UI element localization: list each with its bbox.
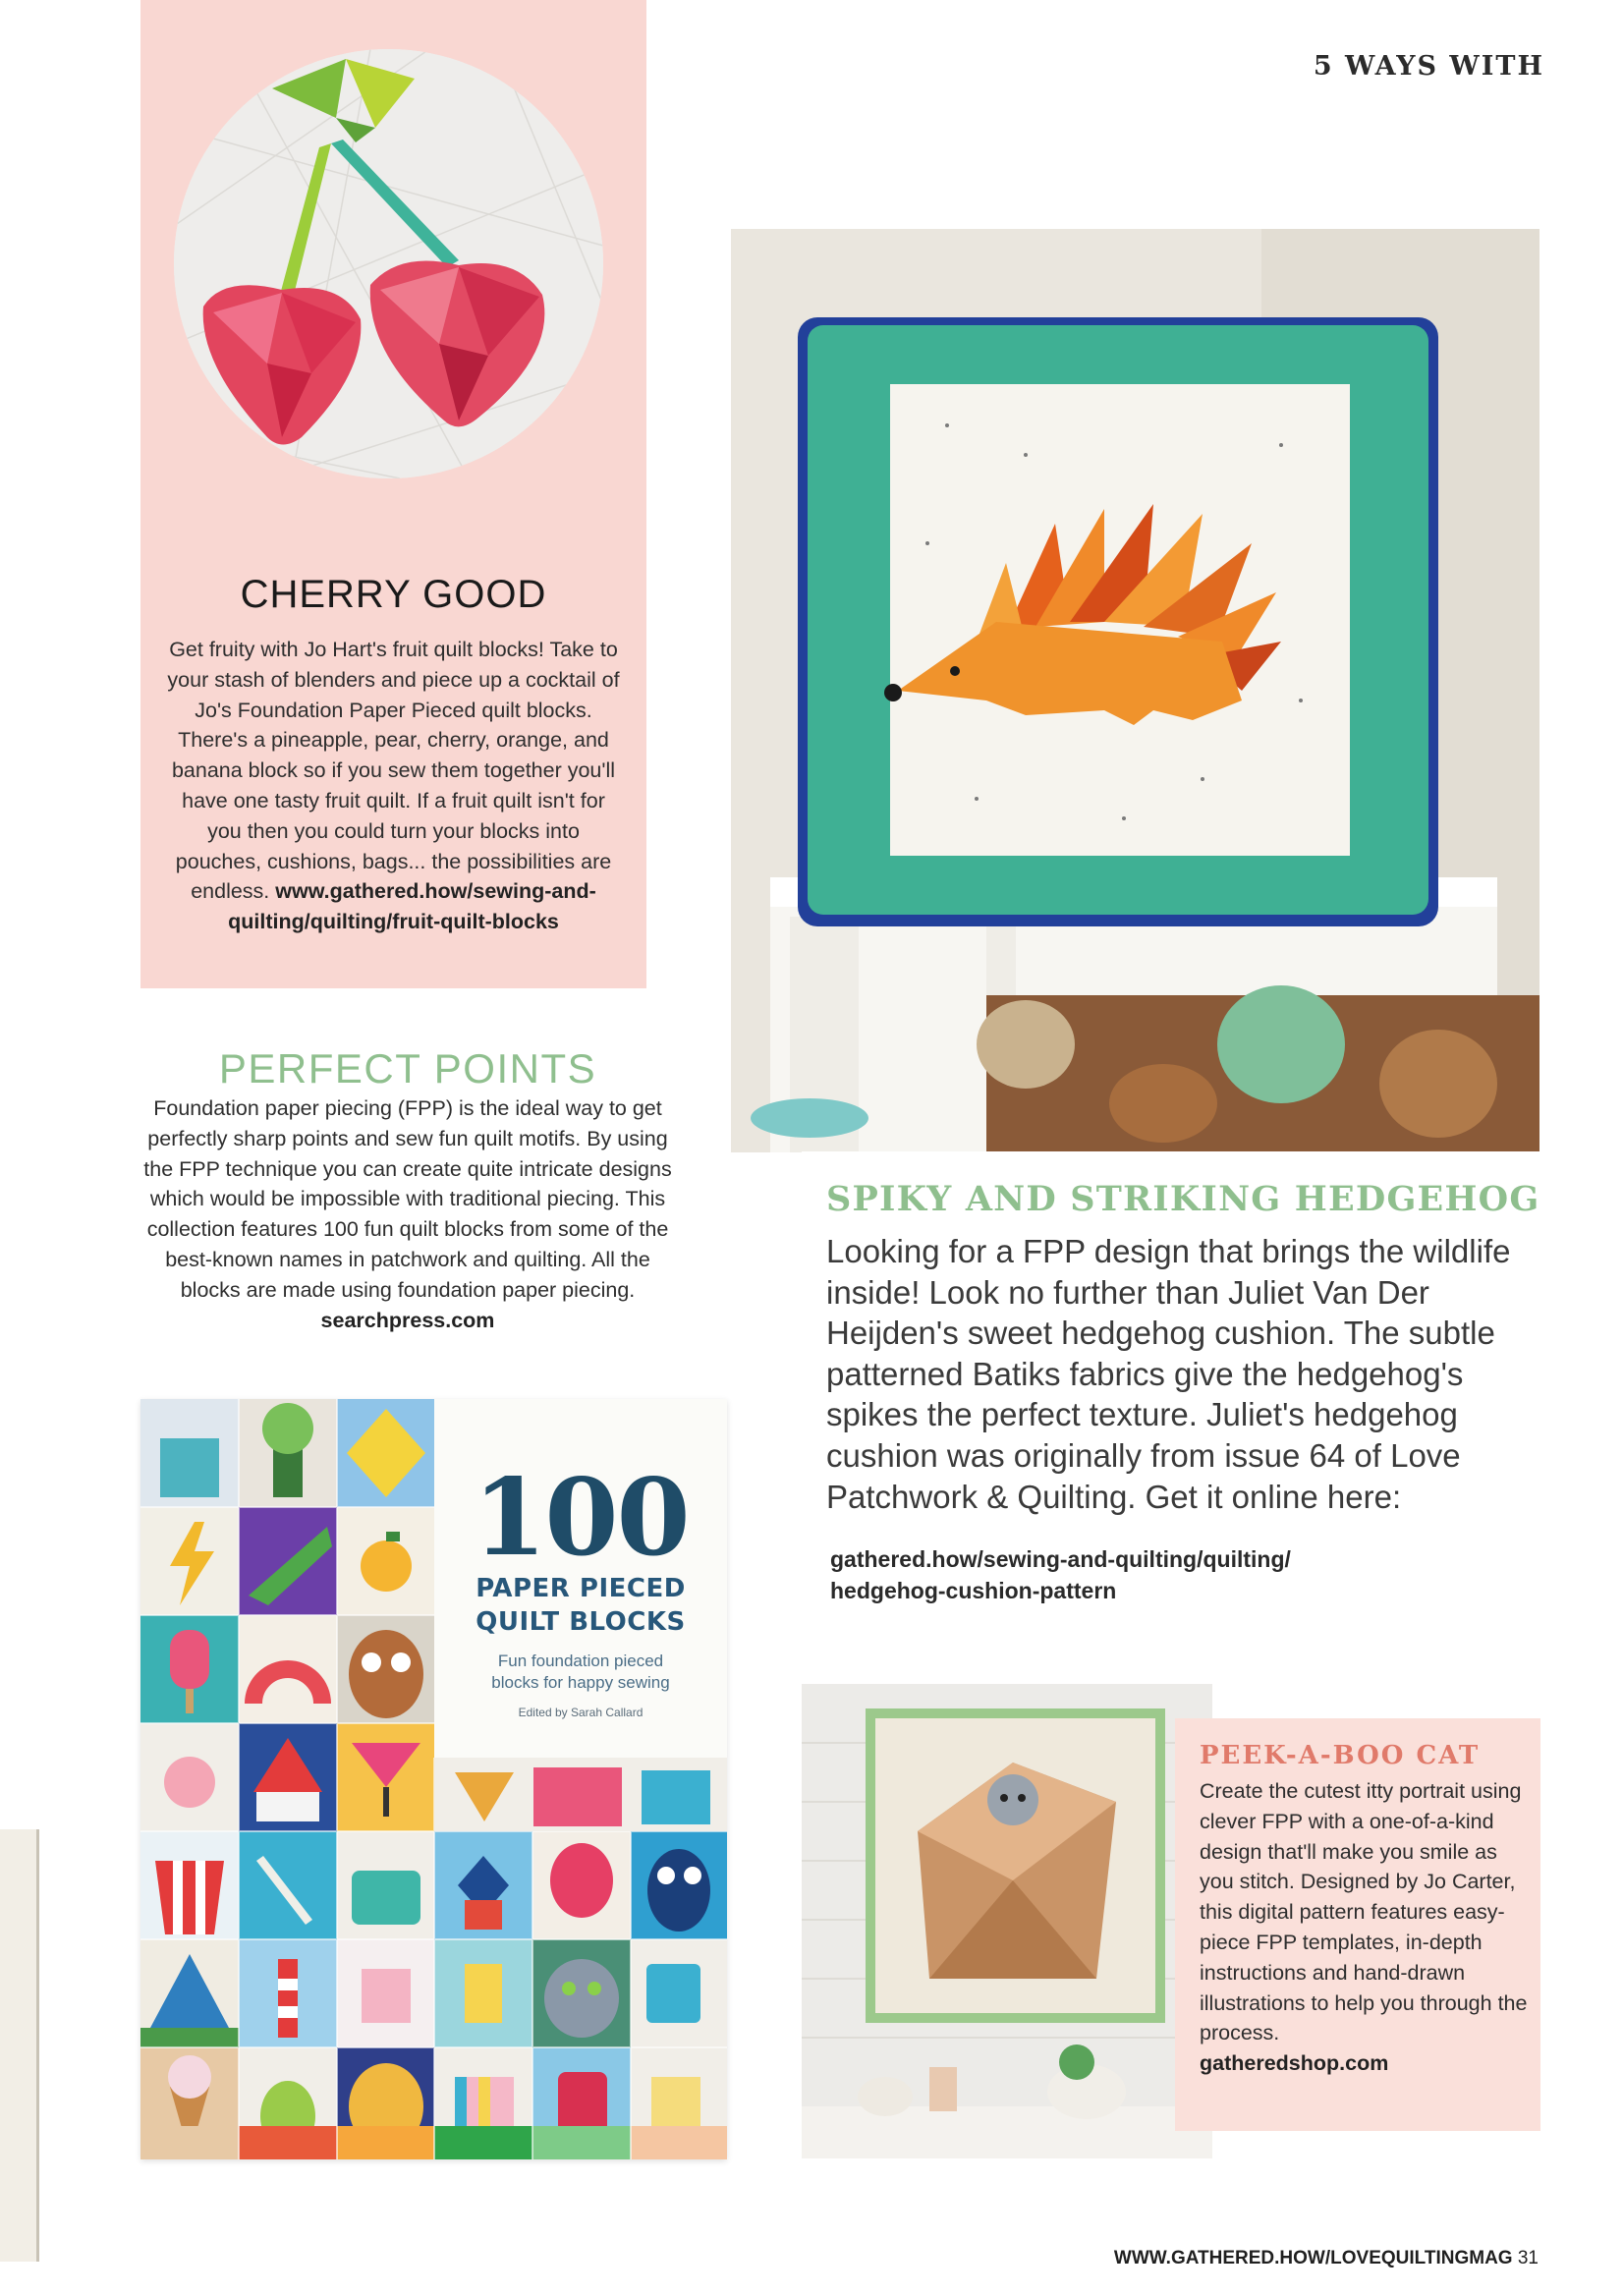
hedgehog-link-line-1[interactable]: gathered.how/sewing-and-quilting/quilting/ xyxy=(830,1546,1291,1572)
section-label: 5 WAYS WITH xyxy=(1313,51,1544,82)
page-footer xyxy=(1114,2248,1539,2269)
partial-quilt-edge xyxy=(0,1829,39,2262)
book-title-line-1: PAPER PIECED xyxy=(476,1574,686,1603)
book-title xyxy=(434,1572,727,1639)
cherry-illustration xyxy=(174,49,603,478)
hedgehog-link[interactable] xyxy=(830,1543,1380,1606)
peek-a-boo-cat-photo xyxy=(802,1684,1212,2158)
cat-illustration xyxy=(802,1684,1212,2158)
book-subtitle xyxy=(434,1651,727,1694)
book-subtitle-line-2: blocks for happy sewing xyxy=(491,1673,670,1692)
perfect-points-body xyxy=(140,1093,675,1335)
book-title-panel xyxy=(434,1399,727,1758)
cherry-title: CHERRY GOOD xyxy=(240,573,547,616)
book-cover-image xyxy=(140,1399,727,2159)
book-number: 100 xyxy=(473,1456,689,1580)
cherry-quilt-image xyxy=(174,49,603,478)
peek-a-boo-link[interactable]: gatheredshop.com xyxy=(1200,2051,1389,2076)
hedgehog-illustration xyxy=(731,229,1539,1152)
hedgehog-body: Looking for a FPP design that brings the wildlife inside! Look no further than Juliet Van Der Heijden's sweet hedgehog cushion. The subtle patterned Batiks fabrics give the hedgehog's spikes the perfect texture. Juliet's hedgehog cushion was originally from issue 64 of Love Patchwork & Quilting. Get it online here: xyxy=(826,1233,1511,1515)
cherry-link[interactable]: www.gathered.how/sewing-and-quilting/quilting/fruit-quilt-blocks xyxy=(228,879,596,934)
cherry-body xyxy=(165,635,622,937)
peek-a-boo-body xyxy=(1200,1776,1534,2079)
perfect-points-link[interactable]: searchpress.com xyxy=(320,1308,495,1332)
perfect-points-body-text: Foundation paper piecing (FPP) is the ideal way to get perfectly sharp points and sew fun quilt motifs. By using the FPP technique you can create quite intricate designs which would be impossible with traditional piecing. This collection features 100 fun quilt blocks from some of the best-known names in patchwork and quilting. All the blocks are made using foundation paper piecing. xyxy=(143,1096,672,1302)
page-number: 31 xyxy=(1517,2248,1539,2268)
book-title-line-2: QUILT BLOCKS xyxy=(476,1607,686,1637)
hedgehog-link-line-2[interactable]: hedgehog-cushion-pattern xyxy=(830,1578,1117,1603)
peek-a-boo-body-text: Create the cutest itty portrait using clever FPP with a one-of-a-kind design that'll make you smile as you stitch. Designed by Jo Carter, this digital pattern features easy-piece FPP templates, in-depth instructions and hand-drawn illustrations to help you through the process. xyxy=(1200,1779,1528,2045)
book-editor: Edited by Sarah Callard xyxy=(518,1706,644,1719)
hedgehog-cushion-photo xyxy=(731,229,1539,1152)
book-subtitle-line-1: Fun foundation pieced xyxy=(497,1652,664,1670)
footer-url[interactable]: WWW.GATHERED.HOW/LOVEQUILTINGMAG xyxy=(1113,2248,1513,2268)
perfect-points-title: PERFECT POINTS xyxy=(218,1045,597,1092)
cherry-body-text: Get fruity with Jo Hart's fruit quilt blocks! Take to your stash of blenders and piece up a cocktail of Jo's Foundation Paper Pieced quilt blocks. There's a pineapple, pear, cherry, orange, and banana block so if you sew them together you'll have one tasty fruit quilt. If a fruit quilt isn't for you then you could turn your blocks into pouches, cushions, bags... the possibilities are endless. xyxy=(167,638,620,904)
peek-a-boo-title: PEEK-A-BOO CAT xyxy=(1200,1741,1481,1770)
hedgehog-title: SPIKY AND STRIKING HEDGEHOG xyxy=(826,1179,1540,1219)
